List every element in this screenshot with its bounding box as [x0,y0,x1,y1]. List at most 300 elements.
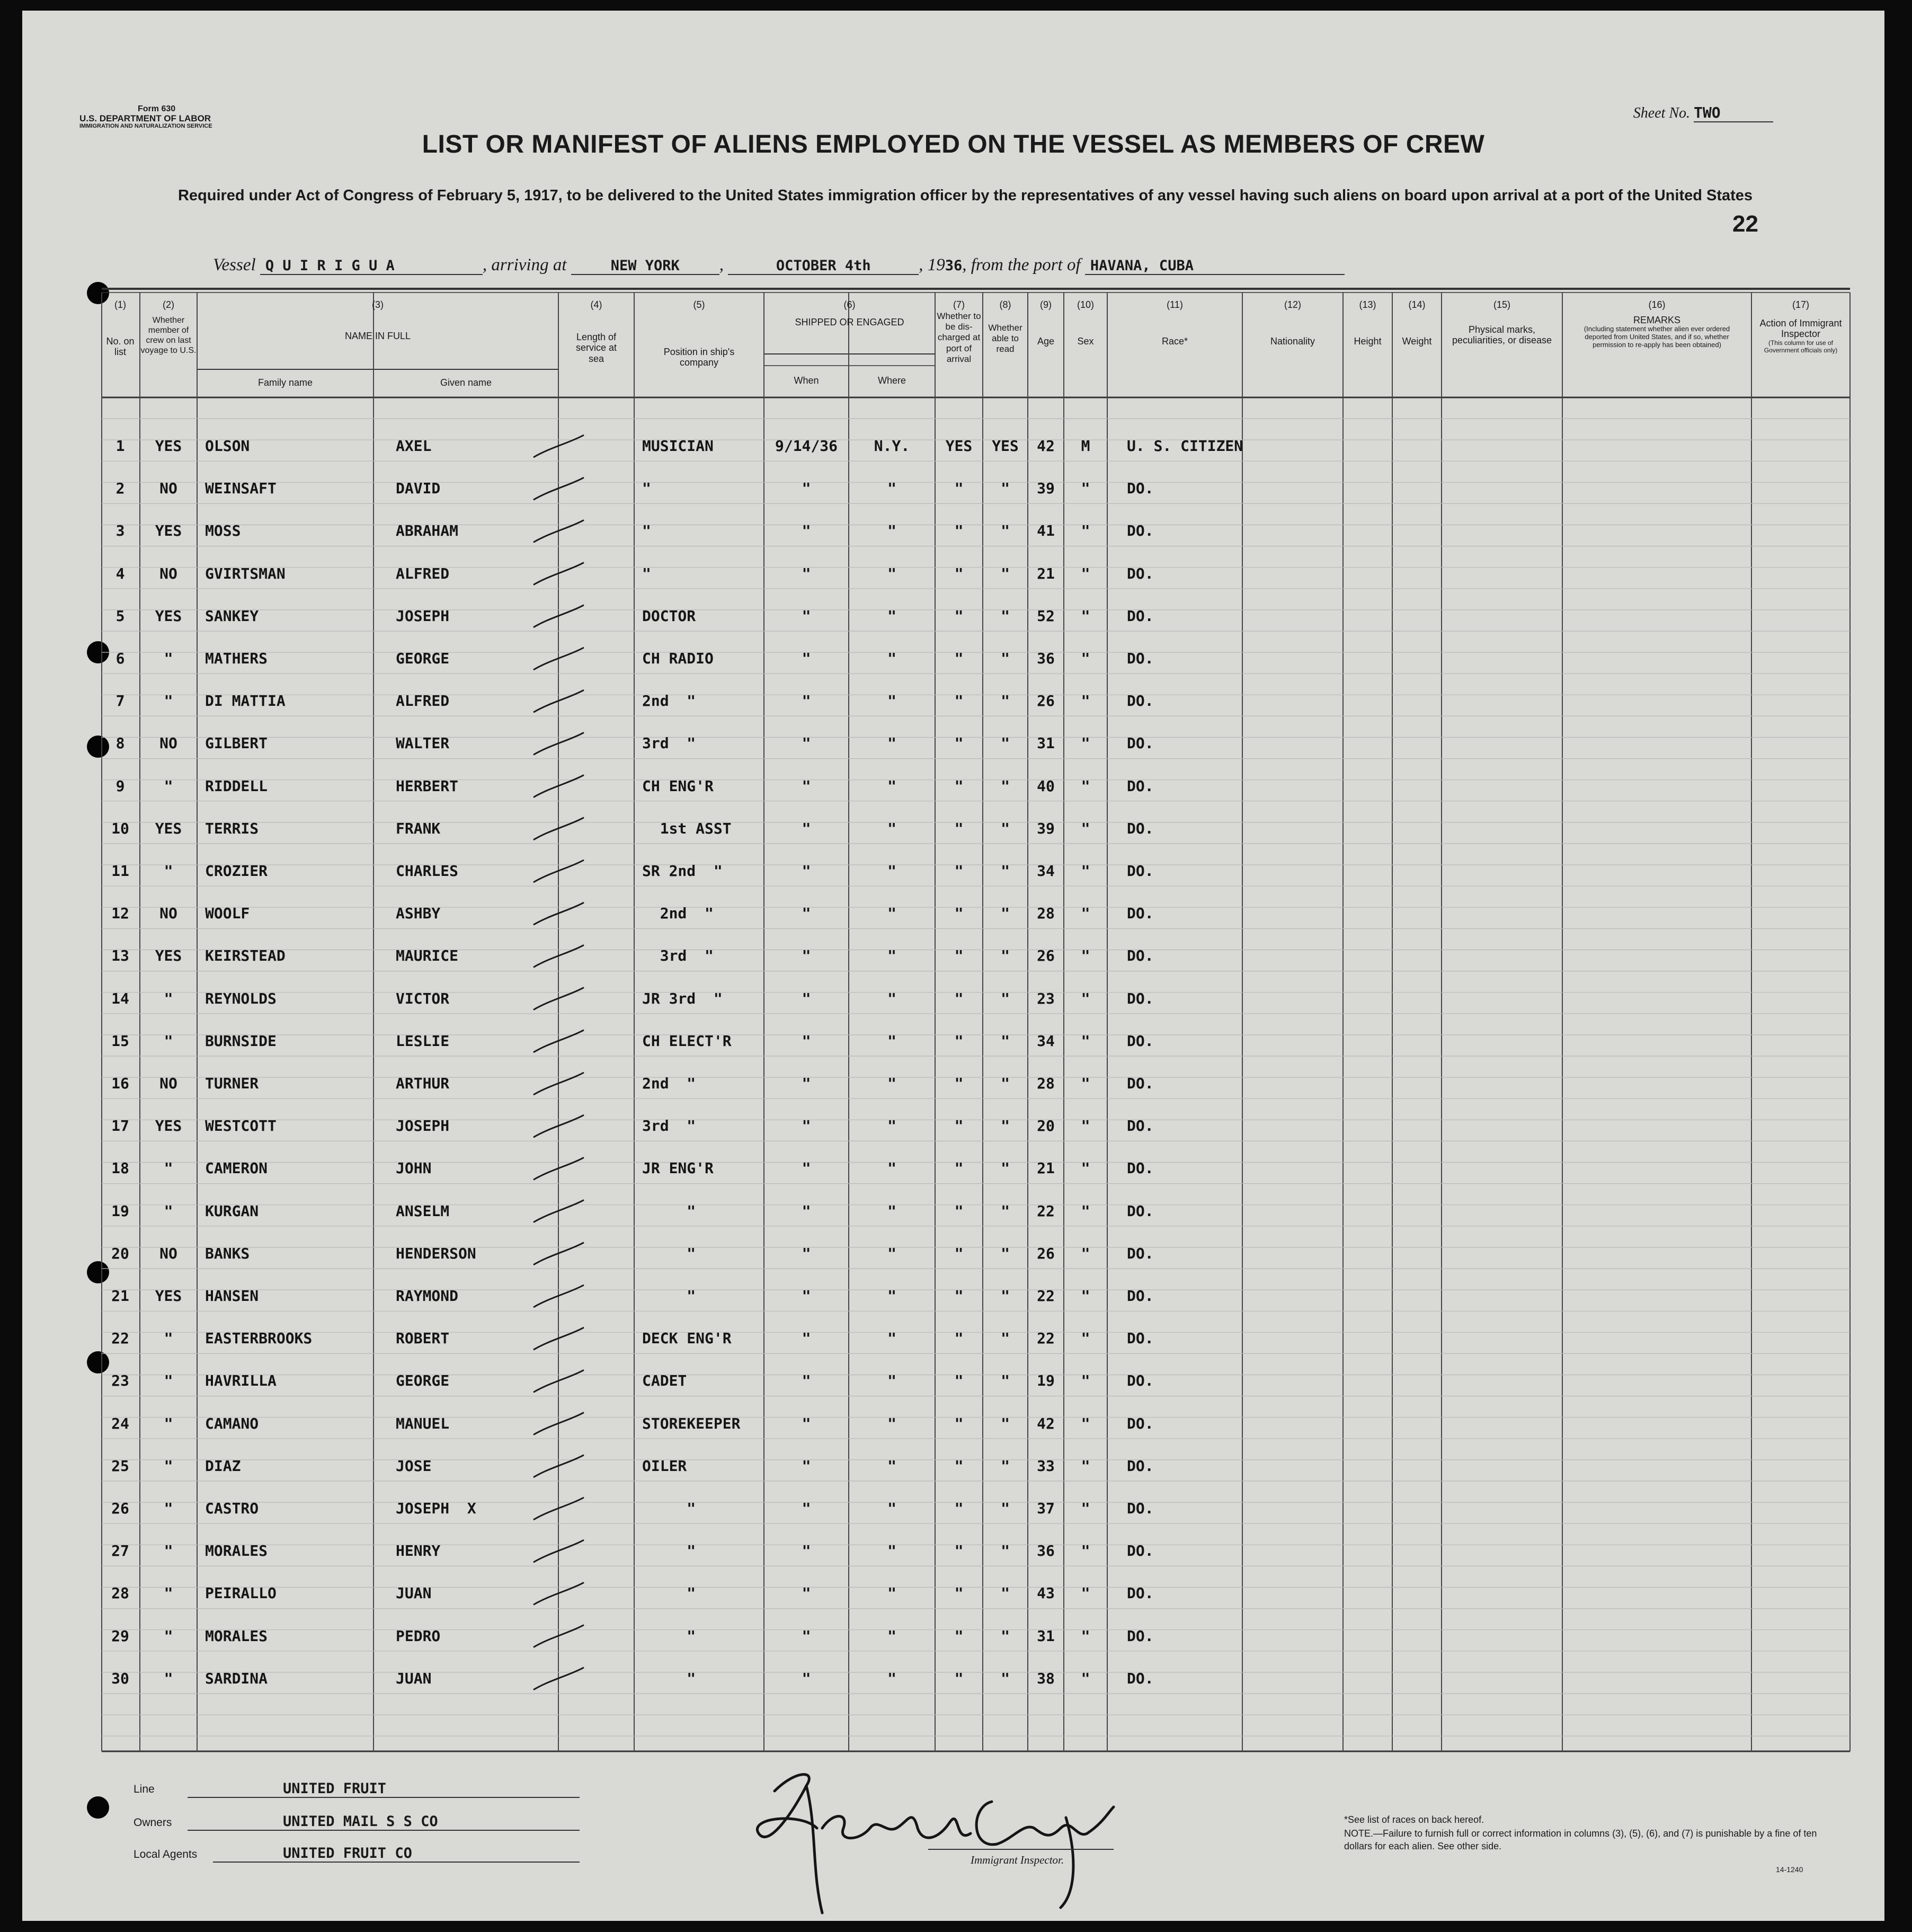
owners-label: Owners [134,1816,172,1829]
cell-sex: " [1081,1500,1090,1517]
cell-shipped-where: " [887,480,896,498]
cell-family-name: MATHERS [205,650,268,667]
cell-number: 4 [115,564,125,582]
cell-sex: " [1081,1584,1090,1602]
cell-number: 11 [111,862,129,880]
cell-family-name: GILBERT [205,734,268,752]
cell-position: DECK ENG'R [642,1330,732,1348]
cell-sex: " [1081,692,1090,710]
cell-discharged: YES [945,437,973,455]
cell-able-to-read: YES [992,437,1019,455]
cell-age: 28 [1037,1075,1055,1092]
cell-given-name: JOHN [396,1159,432,1177]
cell-age: 42 [1037,1414,1055,1432]
cell-position: JR ENG'R [642,1159,714,1177]
cell-shipped-where: " [887,1542,896,1560]
cell-shipped-where: " [887,1457,896,1475]
cell-previous-voyage: " [164,1627,173,1645]
cell-number: 15 [111,1032,129,1050]
cell-sex: " [1081,777,1090,795]
cell-shipped-when: " [802,1457,811,1475]
cell-shipped-where: " [887,1202,896,1220]
cell-family-name: REYNOLDS [205,989,277,1007]
cell-sex: " [1081,1159,1090,1177]
inspector-label: Immigrant Inspector. [971,1854,1064,1866]
cell-shipped-where: " [887,1627,896,1645]
cell-able-to-read: " [1001,1287,1010,1305]
cell-family-name: TERRIS [205,819,259,837]
cell-shipped-when: " [802,1244,811,1262]
cell-age: 31 [1037,734,1055,752]
cell-previous-voyage: " [164,1372,173,1390]
cell-shipped-when: " [802,1202,811,1220]
cell-number: 24 [111,1414,129,1432]
cell-number: 10 [111,819,129,837]
cell-age: 23 [1037,989,1055,1007]
cell-able-to-read: " [1001,734,1010,752]
cell-age: 39 [1037,480,1055,498]
cell-previous-voyage: YES [155,1287,182,1305]
cell-age: 39 [1037,819,1055,837]
cell-shipped-where: " [887,1287,896,1305]
cell-able-to-read: " [1001,1372,1010,1390]
cell-sex: " [1081,1669,1090,1687]
cell-shipped-where: " [887,607,896,625]
cell-sex: " [1081,1414,1090,1432]
cell-shipped-where: " [887,650,896,667]
cell-sex: M [1081,437,1090,455]
cell-family-name: HANSEN [205,1287,259,1305]
cell-sex: " [1081,947,1090,965]
service-name: IMMIGRATION AND NATURALIZATION SERVICE [79,122,212,129]
cell-shipped-where: " [887,1159,896,1177]
cell-able-to-read: " [1001,522,1010,540]
cell-sex: " [1081,650,1090,667]
cell-shipped-where: " [887,564,896,582]
cell-age: 22 [1037,1202,1055,1220]
cell-position: CADET [642,1372,687,1390]
col-6-header: (6) SHIPPED OR ENGAGED [795,299,904,327]
cell-family-name: BANKS [205,1244,250,1262]
department-name: U.S. DEPARTMENT OF LABOR [79,113,211,123]
cell-age: 26 [1037,692,1055,710]
col-8-header: (8) Whether able to read [988,299,1022,355]
cell-given-name: ALFRED [396,564,450,582]
cell-shipped-when: " [802,1159,811,1177]
cell-race: DO. [1127,777,1154,795]
cell-number: 13 [111,947,129,965]
cell-given-name: DAVID [396,480,441,498]
cell-previous-voyage: " [164,777,173,795]
cell-shipped-where: " [887,1500,896,1517]
cell-number: 2 [115,480,125,498]
cell-family-name: CASTRO [205,1500,259,1517]
cell-family-name: TURNER [205,1075,259,1092]
cell-position: " [642,1500,696,1517]
cell-able-to-read: " [1001,819,1010,837]
cell-discharged: " [954,947,964,965]
cell-shipped-when: " [802,1117,811,1135]
cell-discharged: " [954,1202,964,1220]
cell-shipped-where: " [887,1244,896,1262]
cell-age: 21 [1037,564,1055,582]
cell-able-to-read: " [1001,1244,1010,1262]
cell-shipped-where: " [887,819,896,837]
cell-able-to-read: " [1001,692,1010,710]
cell-sex: " [1081,1117,1090,1135]
cell-family-name: WEINSAFT [205,480,277,498]
cell-able-to-read: " [1001,1500,1010,1517]
cell-able-to-read: " [1001,1542,1010,1560]
cell-given-name: HENDERSON [396,1244,476,1262]
cell-number: 8 [115,734,125,752]
cell-previous-voyage: " [164,989,173,1007]
cell-position: JR 3rd " [642,989,723,1007]
cell-given-name: PEDRO [396,1627,441,1645]
cell-shipped-where: " [887,522,896,540]
cell-family-name: MORALES [205,1542,268,1560]
col-7-header: (7) Whether to be dis- charged at port of arrival [937,299,981,365]
cell-shipped-when: " [802,1372,811,1390]
cell-shipped-where: " [887,734,896,752]
col-1-header: (1) No. on list [106,299,135,358]
cell-shipped-when: " [802,1330,811,1348]
cell-position: " [642,522,651,540]
cell-shipped-when: " [802,1075,811,1092]
cell-previous-voyage: NO [159,1075,177,1092]
cell-previous-voyage: YES [155,607,182,625]
cell-position: 2nd " [642,1075,696,1092]
cell-shipped-where: " [887,1075,896,1092]
cell-given-name: RAYMOND [396,1287,459,1305]
cell-number: 9 [115,777,125,795]
cell-previous-voyage: " [164,1202,173,1220]
cell-position: " [642,1669,696,1687]
cell-family-name: HAVRILLA [205,1372,277,1390]
cell-position: 2nd " [642,692,696,710]
cell-position: " [642,1202,696,1220]
cell-number: 3 [115,522,125,540]
cell-race: DO. [1127,1584,1154,1602]
cell-number: 14 [111,989,129,1007]
cell-previous-voyage: YES [155,1117,182,1135]
cell-previous-voyage: " [164,1032,173,1050]
cell-given-name: AXEL [396,437,432,455]
col-2-header: (2) Whether member of crew on last voyage to U.S. [140,299,197,356]
cell-family-name: PEIRALLO [205,1584,277,1602]
cell-sex: " [1081,1627,1090,1645]
cell-number: 22 [111,1330,129,1348]
cell-position: 3rd " [642,734,696,752]
cell-given-name: MANUEL [396,1414,450,1432]
cell-position: " [642,1287,696,1305]
agents-label: Local Agents [134,1848,198,1860]
cell-previous-voyage: " [164,1457,173,1475]
cell-race: DO. [1127,734,1154,752]
manifest-sheet [22,11,1884,1921]
col-3-header: (3) NAME IN FULL [344,299,411,341]
cell-age: 36 [1037,650,1055,667]
cell-shipped-where: " [887,989,896,1007]
cell-family-name: SARDINA [205,1669,268,1687]
cell-position: SR 2nd " [642,862,723,880]
cell-discharged: " [954,522,964,540]
cell-number: 16 [111,1075,129,1092]
inspector-signature [737,1749,1119,1924]
cell-able-to-read: " [1001,1627,1010,1645]
cell-given-name: ARTHUR [396,1075,450,1092]
cell-discharged: " [954,1117,964,1135]
cell-given-name: JOSE [396,1457,432,1475]
cell-number: 12 [111,905,129,923]
cell-position: " [642,564,651,582]
cell-family-name: RIDDELL [205,777,268,795]
arrival-port: NEW YORK [571,258,719,275]
cell-given-name: ALFRED [396,692,450,710]
cell-given-name: CHARLES [396,862,459,880]
col-4-header: (4) Length of service at sea [575,299,617,365]
cell-previous-voyage: NO [159,1244,177,1262]
cell-race: DO. [1127,522,1154,540]
col-10-header: (10) Sex [1077,299,1094,347]
cell-age: 22 [1037,1330,1055,1348]
cell-shipped-when: " [802,1669,811,1687]
col-12-header: (12) Nationality [1270,299,1315,347]
cell-age: 34 [1037,1032,1055,1050]
sheet-value: TWO [1694,104,1773,122]
cell-family-name: DIAZ [205,1457,241,1475]
cell-sex: " [1081,522,1090,540]
footnote-penalty: NOTE.—Failure to furnish full or correct information in columns (3), (5), (6), and (7) is punishable by a fine of ten dollars for each alien. See other side. [1344,1828,1817,1852]
cell-previous-voyage: " [164,1414,173,1432]
cell-able-to-read: " [1001,650,1010,667]
cell-given-name: MAURICE [396,947,459,965]
cell-sex: " [1081,1330,1090,1348]
cell-discharged: " [954,1584,964,1602]
cell-able-to-read: " [1001,607,1010,625]
cell-previous-voyage: " [164,1584,173,1602]
cell-family-name: WOOLF [205,905,250,923]
cell-previous-voyage: YES [155,947,182,965]
cell-race: DO. [1127,1500,1154,1517]
cell-discharged: " [954,480,964,498]
cell-discharged: " [954,564,964,582]
cell-discharged: " [954,1669,964,1687]
cell-shipped-when: " [802,905,811,923]
cell-age: 28 [1037,905,1055,923]
voyage-line: Vessel Q U I R I G U A , arriving at NEW YORK , OCTOBER 4th , 1936, from the port of HAVANA, CUBA [213,255,1345,275]
cell-position: 2nd " [642,905,714,923]
cell-shipped-where: " [887,692,896,710]
cell-previous-voyage: " [164,1330,173,1348]
cell-position: MUSICIAN [642,437,714,455]
cell-shipped-when: " [802,1032,811,1050]
cell-shipped-where: " [887,862,896,880]
cell-able-to-read: " [1001,1669,1010,1687]
cell-sex: " [1081,989,1090,1007]
cell-race: DO. [1127,947,1154,965]
col-15-header: (15) Physical marks, peculiarities, or disease [1452,299,1552,346]
cell-race: DO. [1127,480,1154,498]
cell-given-name: GEORGE [396,650,450,667]
cell-number: 5 [115,607,125,625]
shipped-when-header: When [794,375,819,386]
cell-discharged: " [954,1032,964,1050]
col-13-header: (13) Height [1354,299,1382,347]
cell-able-to-read: " [1001,1117,1010,1135]
cell-number: 7 [115,692,125,710]
cell-number: 19 [111,1202,129,1220]
cell-given-name: JUAN [396,1584,432,1602]
cell-race: DO. [1127,1159,1154,1177]
cell-number: 6 [115,650,125,667]
cell-shipped-where: " [887,1414,896,1432]
cell-given-name: WALTER [396,734,450,752]
cell-position: 3rd " [642,947,714,965]
cell-race: DO. [1127,1414,1154,1432]
cell-position: " [642,1584,696,1602]
cell-family-name: CROZIER [205,862,268,880]
cell-shipped-where: " [887,1669,896,1687]
cell-number: 1 [115,437,125,455]
cell-previous-voyage: NO [159,734,177,752]
cell-previous-voyage: " [164,692,173,710]
cell-position: CH ENG'R [642,777,714,795]
cell-able-to-read: " [1001,1032,1010,1050]
cell-age: 33 [1037,1457,1055,1475]
cell-sex: " [1081,1032,1090,1050]
cell-race: DO. [1127,1032,1154,1050]
col-5-header: (5) Position in ship's company [663,299,735,368]
cell-family-name: GVIRTSMAN [205,564,286,582]
cell-given-name: LESLIE [396,1032,450,1050]
cell-race: DO. [1127,1117,1154,1135]
cell-sex: " [1081,819,1090,837]
cell-age: 40 [1037,777,1055,795]
cell-sex: " [1081,564,1090,582]
cell-position: CH ELECT'R [642,1032,732,1050]
cell-race: DO. [1127,1330,1154,1348]
cell-family-name: MOSS [205,522,241,540]
cell-shipped-where: " [887,1032,896,1050]
cell-discharged: " [954,734,964,752]
cell-sex: " [1081,1244,1090,1262]
col-11-header: (11) Race* [1161,299,1188,347]
cell-number: 26 [111,1500,129,1517]
cell-race: DO. [1127,564,1154,582]
cell-discharged: " [954,1500,964,1517]
cell-family-name: CAMANO [205,1414,259,1432]
cell-able-to-read: " [1001,777,1010,795]
cell-race: DO. [1127,650,1154,667]
cell-given-name: ABRAHAM [396,522,459,540]
form-number: Form 630 [138,104,176,113]
cell-position: " [642,1244,696,1262]
cell-shipped-when: " [802,1500,811,1517]
cell-age: 20 [1037,1117,1055,1135]
cell-discharged: " [954,819,964,837]
cell-age: 21 [1037,1159,1055,1177]
cell-discharged: " [954,1372,964,1390]
cell-race: DO. [1127,1075,1154,1092]
cell-sex: " [1081,734,1090,752]
col-9-header: (9) Age [1037,299,1055,347]
cell-number: 18 [111,1159,129,1177]
cell-discharged: " [954,862,964,880]
cell-able-to-read: " [1001,480,1010,498]
cell-shipped-where: " [887,905,896,923]
cell-age: 26 [1037,947,1055,965]
col-14-header: (14) Weight [1402,299,1432,347]
cell-race: DO. [1127,905,1154,923]
cell-shipped-when: " [802,734,811,752]
cell-number: 25 [111,1457,129,1475]
cell-previous-voyage: NO [159,564,177,582]
cell-age: 38 [1037,1669,1055,1687]
cell-sex: " [1081,1202,1090,1220]
arriving-label: , arriving at [482,255,567,274]
cell-previous-voyage: " [164,650,173,667]
cell-shipped-when: " [802,564,811,582]
cell-shipped-when: " [802,862,811,880]
cell-able-to-read: " [1001,1159,1010,1177]
cell-discharged: " [954,1075,964,1092]
cell-position: DOCTOR [642,607,696,625]
cell-previous-voyage: " [164,1669,173,1687]
cell-race: U. S. CITIZEN [1127,437,1243,455]
cell-family-name: KEIRSTEAD [205,947,286,965]
cell-age: 37 [1037,1500,1055,1517]
cell-discharged: " [954,1244,964,1262]
cell-family-name: CAMERON [205,1159,268,1177]
year-prefix: , 19 [919,255,945,274]
cell-number: 29 [111,1627,129,1645]
cell-able-to-read: " [1001,862,1010,880]
cell-position: " [642,1542,696,1560]
cell-sex: " [1081,862,1090,880]
cell-sex: " [1081,1287,1090,1305]
agents-value: UNITED FRUIT CO [213,1845,580,1863]
cell-able-to-read: " [1001,905,1010,923]
cell-race: DO. [1127,1372,1154,1390]
arrival-date: OCTOBER 4th [728,258,919,275]
cell-discharged: " [954,1159,964,1177]
vessel-label: Vessel [213,255,256,274]
cell-age: 19 [1037,1372,1055,1390]
cell-given-name: JOSEPH [396,607,450,625]
cell-previous-voyage: YES [155,819,182,837]
cell-discharged: " [954,1414,964,1432]
cell-race: DO. [1127,1287,1154,1305]
cell-number: 23 [111,1372,129,1390]
shipped-where-header: Where [877,375,906,386]
cell-position: OILER [642,1457,687,1475]
cell-race: DO. [1127,1627,1154,1645]
cell-sex: " [1081,1542,1090,1560]
cell-age: 36 [1037,1542,1055,1560]
cell-given-name: ASHBY [396,905,441,923]
cell-number: 20 [111,1244,129,1262]
cell-given-name: ANSELM [396,1202,450,1220]
cell-given-name: HENRY [396,1542,441,1560]
cell-able-to-read: " [1001,1414,1010,1432]
cell-family-name: WESTCOTT [205,1117,277,1135]
cell-previous-voyage: YES [155,437,182,455]
cell-given-name: JOSEPH X [396,1500,476,1517]
vessel-name: Q U I R I G U A [260,258,483,275]
cell-family-name: KURGAN [205,1202,259,1220]
cell-previous-voyage: " [164,1542,173,1560]
